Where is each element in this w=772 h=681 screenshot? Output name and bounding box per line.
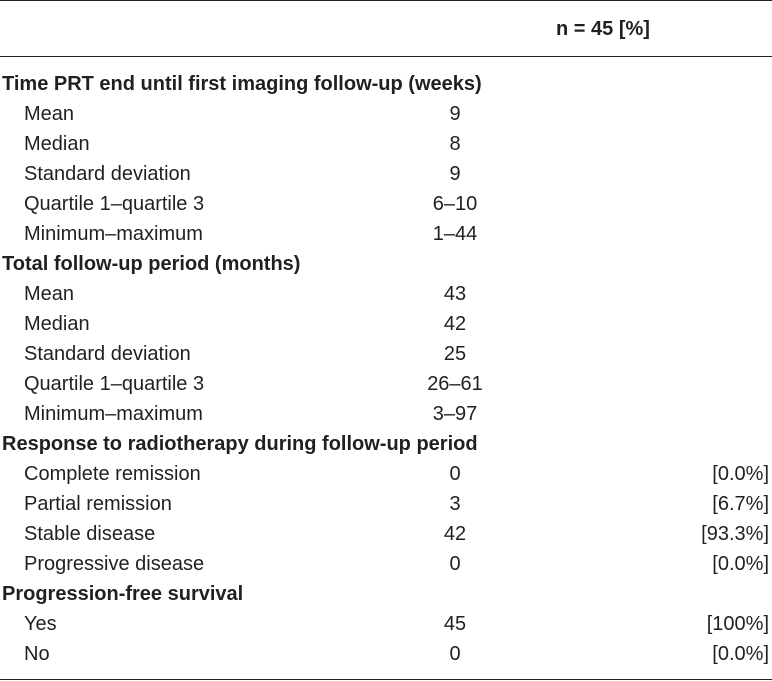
bottom-rule bbox=[0, 679, 772, 680]
row-label: Median bbox=[24, 133, 90, 155]
table-row: Mean 9 bbox=[0, 99, 772, 129]
row-percent: [6.7%] bbox=[712, 493, 769, 515]
row-label: Mean bbox=[24, 103, 75, 125]
row-label: Progressive disease bbox=[24, 553, 205, 575]
row-label: Quartile 1–quartile 3 bbox=[24, 193, 205, 215]
table-row: Standard deviation 9 bbox=[0, 159, 772, 189]
table-row: Progressive disease 0 [0.0%] bbox=[0, 549, 772, 579]
column-header-n: n = 45 [%] bbox=[556, 18, 650, 40]
section-title: Response to radiotherapy during follow-up period bbox=[2, 433, 478, 455]
section-title: Time PRT end until first imaging follow-up (weeks) bbox=[2, 73, 482, 95]
section-title: Progression-free survival bbox=[2, 583, 244, 605]
top-rule bbox=[0, 0, 772, 1]
row-label: Complete remission bbox=[24, 463, 201, 485]
row-label: Yes bbox=[24, 613, 57, 635]
table-row: Quartile 1–quartile 3 26–61 bbox=[0, 369, 772, 399]
table-row: Partial remission 3 [6.7%] bbox=[0, 489, 772, 519]
table-row: Mean 43 bbox=[0, 279, 772, 309]
row-percent: [0.0%] bbox=[712, 463, 769, 485]
table-row: Minimum–maximum 3–97 bbox=[0, 399, 772, 429]
section-header-row bbox=[0, 579, 772, 609]
section-header-row bbox=[0, 249, 772, 279]
table-row: Complete remission 0 [0.0%] bbox=[0, 459, 772, 489]
table-row: Standard deviation 25 bbox=[0, 339, 772, 369]
header-rule bbox=[0, 56, 772, 57]
table-row: Stable disease 42 [93.3%] bbox=[0, 519, 772, 549]
table-row: No 0 [0.0%] bbox=[0, 639, 772, 669]
row-label: Standard deviation bbox=[24, 163, 191, 185]
row-label: Mean bbox=[24, 283, 75, 305]
row-label: Quartile 1–quartile 3 bbox=[24, 373, 205, 395]
table-row: Quartile 1–quartile 3 6–10 bbox=[0, 189, 772, 219]
row-label: Stable disease bbox=[24, 523, 156, 545]
table-row: Minimum–maximum 1–44 bbox=[0, 219, 772, 249]
row-label: Standard deviation bbox=[24, 343, 191, 365]
section-header-row bbox=[0, 69, 772, 99]
table-row: Median 42 bbox=[0, 309, 772, 339]
section-title: Total follow-up period (months) bbox=[2, 253, 301, 275]
row-label: Minimum–maximum bbox=[24, 223, 203, 245]
table-row: Median 8 bbox=[0, 129, 772, 159]
row-percent: [93.3%] bbox=[701, 523, 769, 545]
row-percent: [0.0%] bbox=[712, 643, 769, 665]
table-row: Yes 45 [100%] bbox=[0, 609, 772, 639]
row-percent: [0.0%] bbox=[712, 553, 769, 575]
row-label: Minimum–maximum bbox=[24, 403, 203, 425]
row-label: Partial remission bbox=[24, 493, 172, 515]
row-label: No bbox=[24, 643, 50, 665]
section-header-row bbox=[0, 429, 772, 459]
row-percent: [100%] bbox=[706, 613, 769, 635]
row-label: Median bbox=[24, 313, 90, 335]
